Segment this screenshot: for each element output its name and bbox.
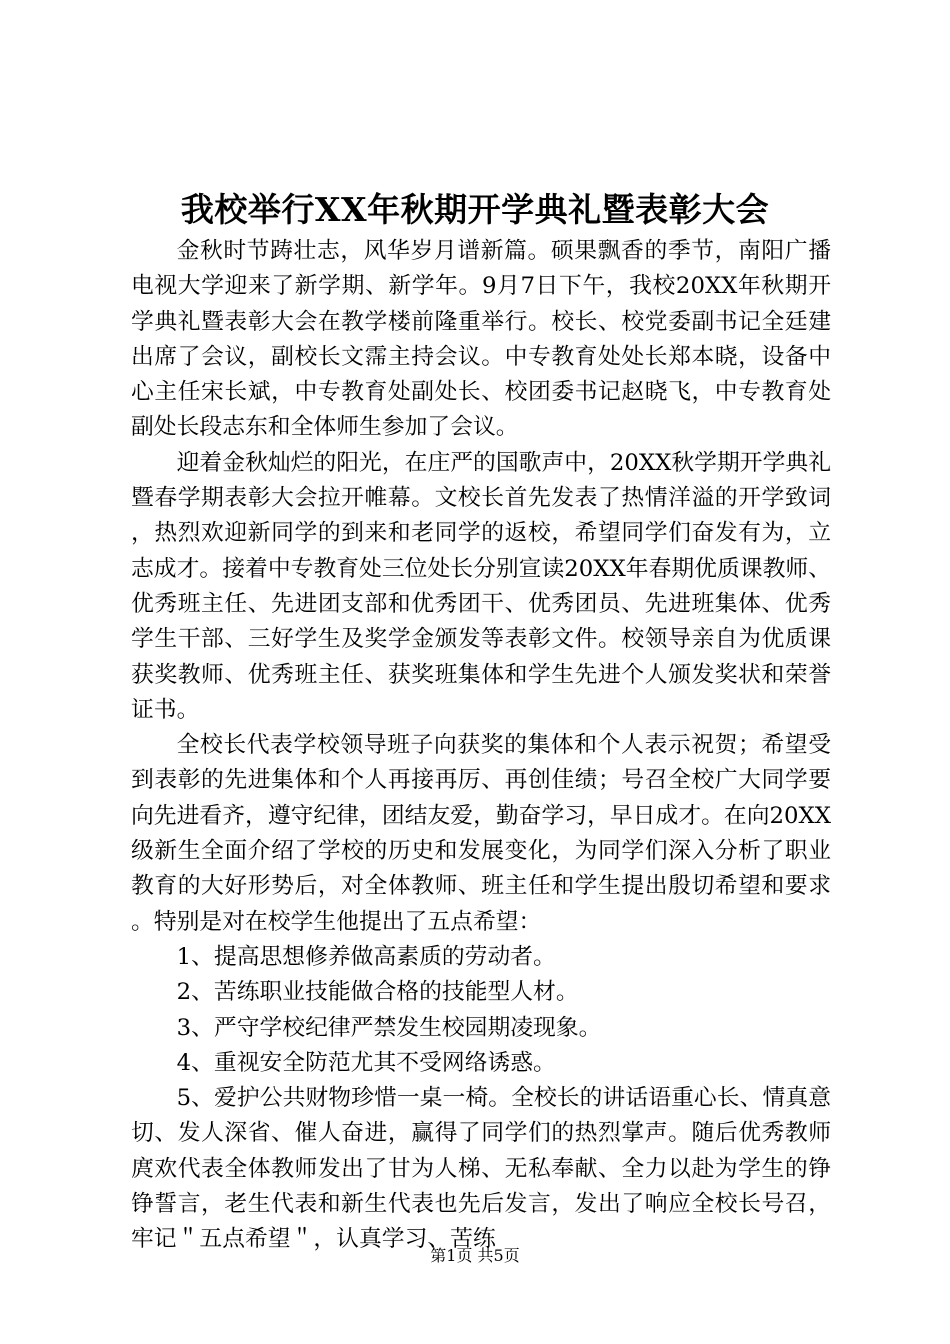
document-body bbox=[131, 234, 831, 1258]
paragraph-2: 迎着金秋灿烂的阳光，在庄严的国歌声中，20XX秋学期开学典礼暨春学期表彰大会拉开帷幕。文校长首先发表了热情洋溢的开学致词，热烈欢迎新同学的到来和老同学的返校，希望同学们奋发有为，立志成才。接着中专教育处三位处长分别宣读20XX年春期优质课教师、优秀班主任、先进团支部和优秀团干、优秀团员、先进班集体、优秀学生干部、三好学生及奖学金颁发等表彰文件。校领导亲自为优质课获奖教师、优秀班主任、获奖班集体和学生先进个人颁发奖状和荣誉证书。 bbox=[131, 449, 831, 723]
document-title: 我校举行XX年秋期开学典礼暨表彰大会 bbox=[180, 190, 770, 229]
list-item-1: 1、提高思想修养做高素质的劳动者。 bbox=[176, 943, 556, 970]
list-item-2: 2、苦练职业技能做合格的技能型人材。 bbox=[176, 979, 579, 1006]
paragraph-3: 全校长代表学校领导班子向获奖的集体和个人表示祝贺；希望受到表彰的先进集体和个人再接再厉、再创佳绩；号召全校广大同学要向先进看齐，遵守纪律，团结友爱，勤奋学习，早日成才。在向20XX级新生全面介绍了学校的历史和发展变化，为同学们深入分析了职业教育的大好形势后，对全体教师、班主任和学生提出殷切希望和要求。特别是对在校学生他提出了五点希望： bbox=[131, 732, 831, 935]
paragraph-1: 金秋时节踌壮志，风华岁月谱新篇。硕果飘香的季节，南阳广播电视大学迎来了新学期、新学年。9月7日下午，我校20XX年秋期开学典礼暨表彰大会在教学楼前隆重举行。校长、校党委副书记全廷建出席了会议，副校长文霈主持会议。中专教育处处长郑本晓，设备中心主任宋长斌，中专教育处副处长、校团委书记赵晓飞，中专教育处副处长段志东和全体师生参加了会议。 bbox=[131, 238, 831, 441]
list-item-3: 3、严守学校纪律严禁发生校园期凌现象。 bbox=[176, 1014, 602, 1041]
page-number-footer: 第1页 共5页 bbox=[430, 1246, 520, 1265]
list-item-4: 4、重视安全防范尤其不受网络诱惑。 bbox=[176, 1049, 556, 1076]
list-item-5: 5、爱护公共财物珍惜一桌一椅。全校长的讲话语重心长、情真意切、发人深省、催人奋进，赢得了同学们的热烈掌声。随后优秀教师庹欢代表全体教师发出了甘为人梯、无私奉献、全力以赴为学生的铮铮誓言，老生代表和新生代表也先后发言，发出了响应全校长号召，牢记＂五点希望＂，认真学习、苦练 bbox=[131, 1085, 831, 1253]
